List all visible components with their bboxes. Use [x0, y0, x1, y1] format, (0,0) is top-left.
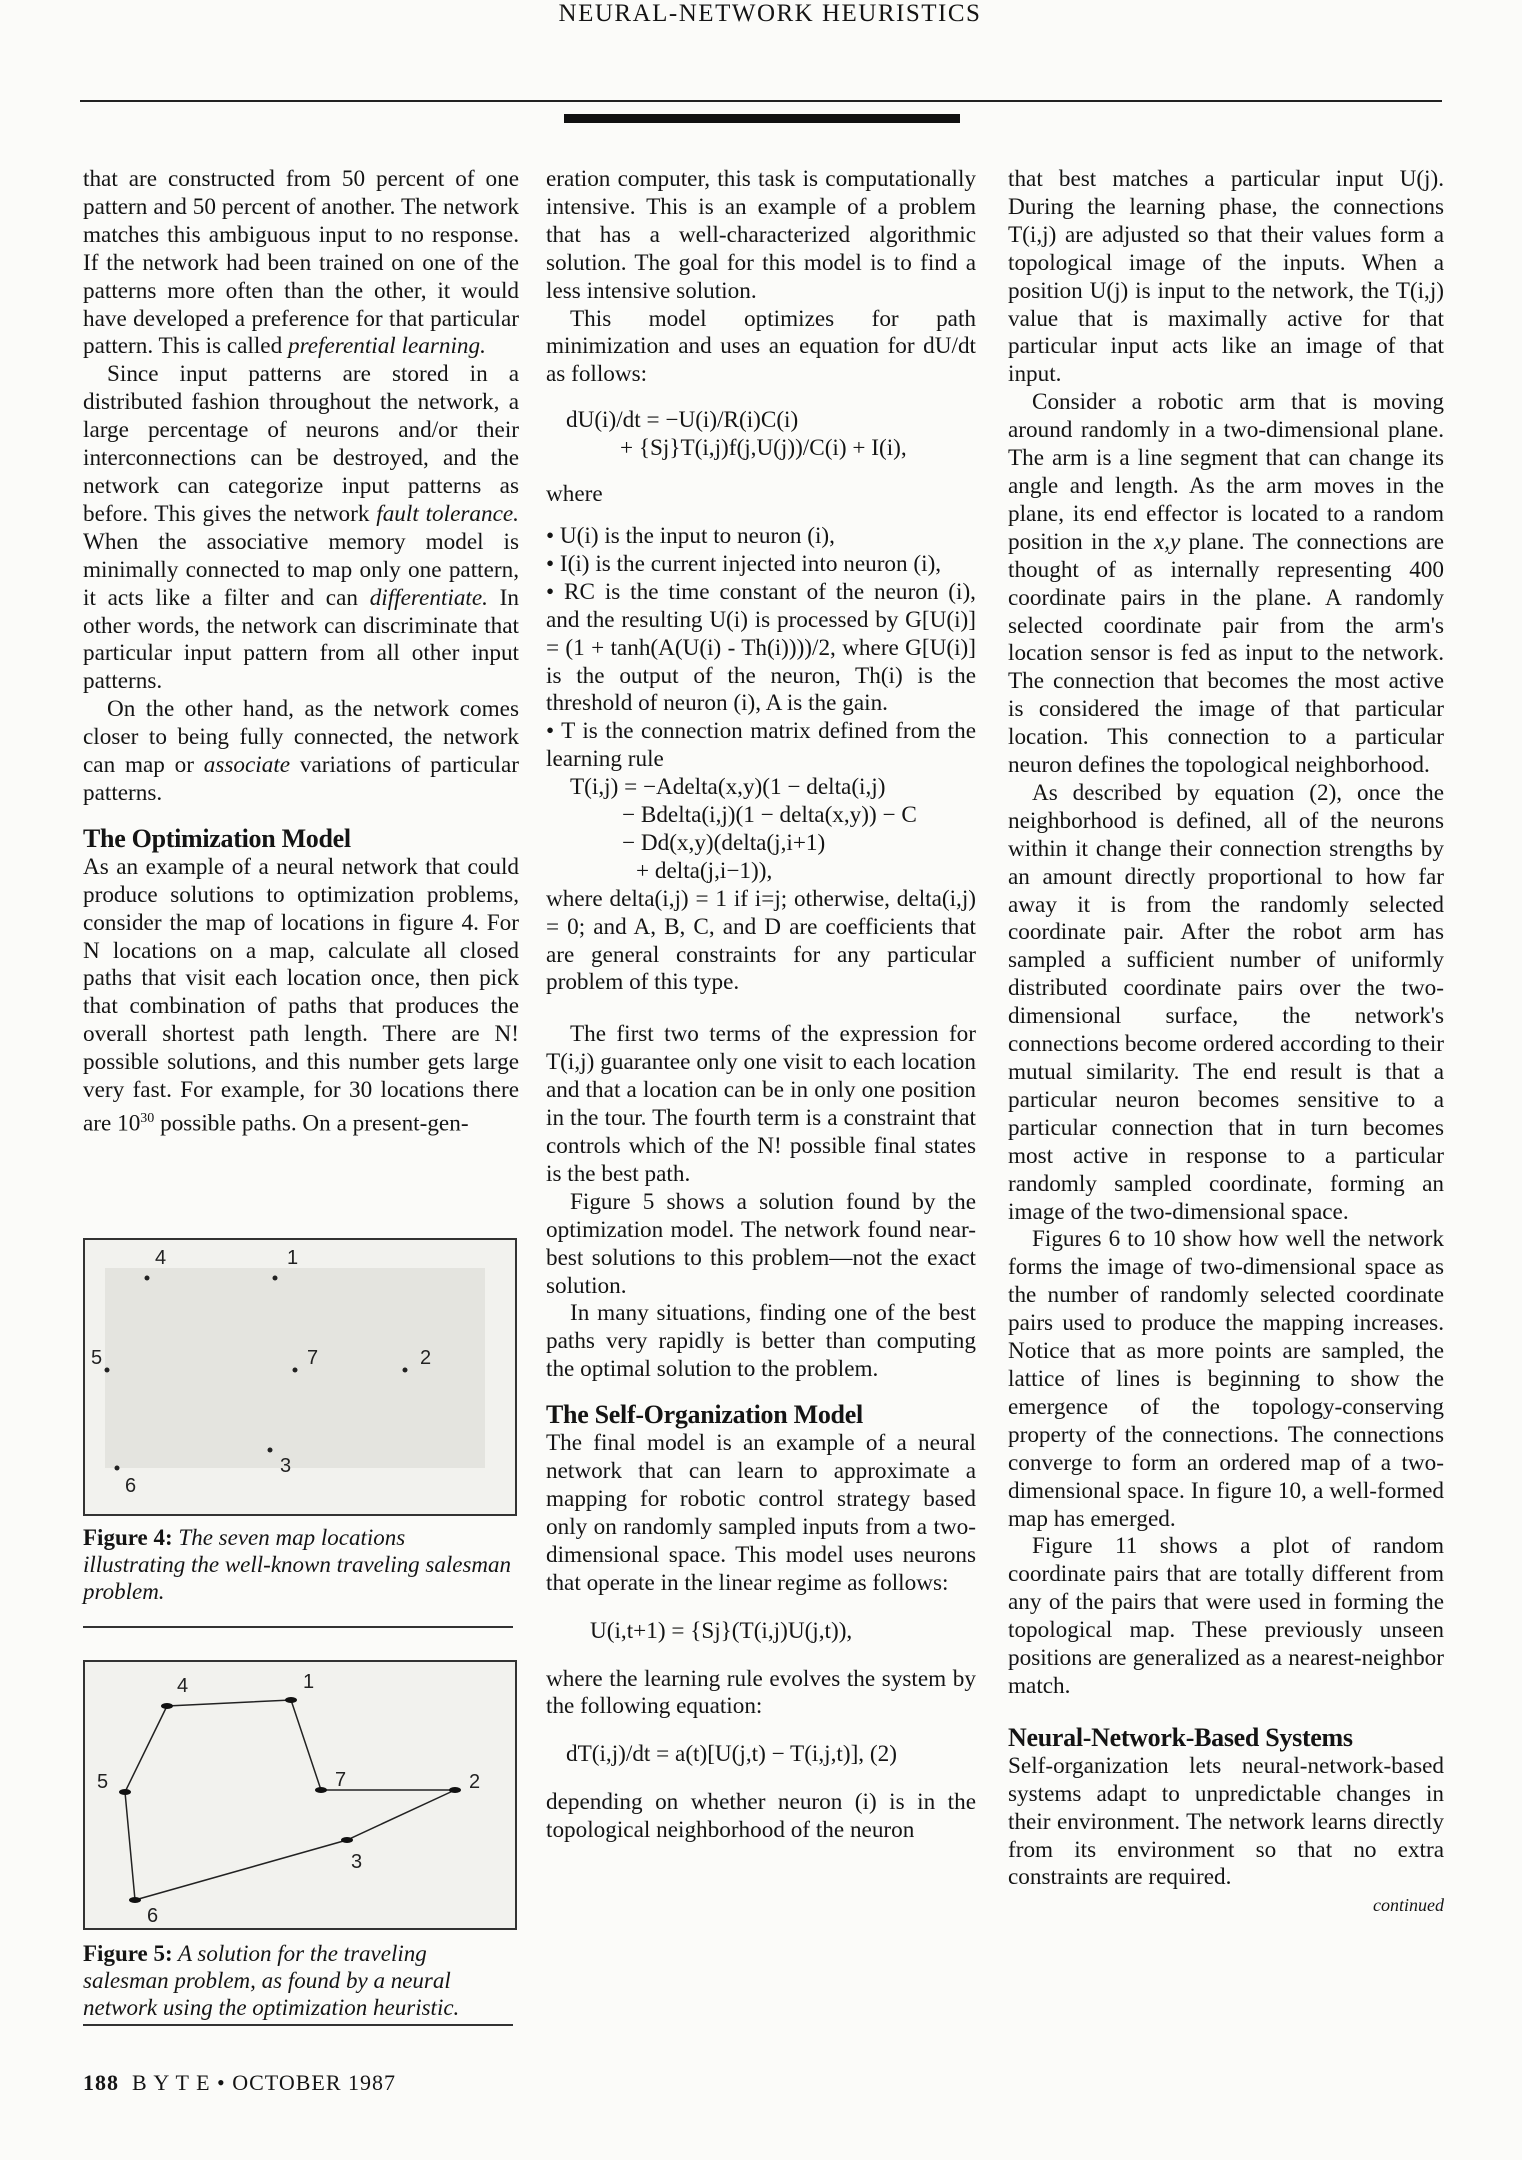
column-2	[546, 166, 976, 1845]
column-1	[83, 166, 519, 1139]
location-label-6: 6	[147, 1905, 159, 1927]
paragraph: where the learning rule evolves the system by the following equation:	[546, 1665, 976, 1720]
caption-rule	[83, 1626, 513, 1628]
equation-2c: − Dd(x,y)(delta(j,i+1)	[622, 829, 826, 856]
section-heading-neural-network-systems: Neural-Network-Based Systems	[1008, 1722, 1353, 1752]
paragraph: Self-organization lets neural-network-based systems adapt to unpredictable changes in their environment. The network learns directly from its environment so that no extra constraints are required.	[1008, 1752, 1444, 1891]
figure-4-map	[85, 1240, 515, 1514]
paragraph: depending on whether neuron (i) is in the topological neighborhood of the neuron	[546, 1789, 976, 1844]
magazine-issue: B Y T E • OCTOBER 1987	[132, 2070, 396, 2095]
location-label-7: 7	[307, 1347, 319, 1369]
paragraph: Since input patterns are stored in a distributed fashion throughout the network, a large percentage of neurons and/or their interconnections can be destroyed, and the network can categorize input patterns as before. This gives the network fault tolerance. When the associative memory model is minimally connected to map only one pattern, it acts like a filter and can differentiate. In other words, the network can discriminate that particular input pattern from all other input patterns.	[83, 361, 519, 695]
paragraph: In many situations, finding one of the best paths very rapidly is better than computing the optimal solution to the problem.	[546, 1300, 976, 1383]
figure-5-map	[85, 1662, 515, 1928]
continued-label: continued	[1373, 1895, 1444, 1916]
bullet-item: • I(i) is the current injected into neuron (i),	[546, 551, 976, 579]
figure-5-caption: Figure 5: A solution for the traveling salesman problem, as found by a neural network using the optimization heuristic.	[83, 1941, 460, 2020]
equation-2b: − Bdelta(i,j)(1 − delta(x,y)) − C	[622, 802, 917, 829]
paragraph: eration computer, this task is computationally intensive. This is an example of a problem that has a well-characterized algorithmic solution. The goal for this model is to find a less intensive solution.	[546, 166, 976, 304]
location-label-3: 3	[351, 1851, 363, 1873]
figure-5	[83, 1660, 517, 1930]
page-number: 188	[83, 2070, 119, 2095]
paragraph: On the other hand, as the network comes closer to being fully connected, the network can map or associate variations of particular patterns.	[83, 696, 519, 806]
column-3	[1008, 166, 1444, 1920]
paragraph: where delta(i,j) = 1 if i=j; otherwise, delta(i,j) = 0; and A, B, C, and D are coefficients that are general constraints for any particular problem of this type.	[546, 885, 976, 996]
location-label-5: 5	[91, 1347, 103, 1369]
bullet-item: • RC is the time constant of the neuron (i), and the resulting U(i) is processed by G[U(i)] = (1 + tanh(A(U(i) - Th(i))))/2, where G[U(i)] is the output of the neuron, Th(i) is the threshold of neuron (i), A is the gain.	[546, 579, 976, 719]
equation-1b: + {Sj}T(i,j)f(j,U(j))/C(i) + I(i),	[620, 435, 907, 462]
paragraph: The first two terms of the expression for T(i,j) guarantee only one visit to each location and that a location can be in only one position in the tour. The fourth term is a constraint that controls which of the N! possible final states is the best path.	[546, 1021, 976, 1187]
tour-path	[125, 1700, 455, 1900]
header-bar	[564, 114, 960, 123]
location-label-1: 1	[303, 1671, 315, 1693]
paragraph: The final model is an example of a neural network that can learn to approximate a mapping for robotic control strategy based only on randomly sampled inputs from a two-dimensional space. This model uses neurons that operate in the linear regime as follows:	[546, 1430, 976, 1596]
location-label-2: 2	[420, 1347, 432, 1369]
section-heading-optimization: The Optimization Model	[83, 823, 351, 853]
location-label-4: 4	[155, 1247, 167, 1269]
paragraph: Consider a robotic arm that is moving around randomly in a two-dimensional plane. The arm is a line segment that can change its angle and length. As the arm moves in the plane, its end effector is located to a random position in the x,y plane. The connections are thought of as internally representing 400 coordinate pairs in the plane. A randomly selected coordinate pair from the arm's location sensor is fed as input to the network. The connection that becomes the most active is considered the image of that particular location. This connection to a particular neuron defines the topological neighborhood.	[1008, 389, 1444, 779]
equation-3: U(i,t+1) = {Sj}(T(i,j)U(j,t)),	[590, 1617, 853, 1644]
location-label-7: 7	[335, 1769, 347, 1791]
location-label-6: 6	[125, 1475, 137, 1497]
paragraph: that are constructed from 50 percent of one pattern and 50 percent of another. The network matches this ambiguous input to no response. If the network had been trained on one of the patterns more often than the other, it would have developed a preference for that particular pattern. This is called preferential learning.	[83, 166, 519, 360]
paragraph: This model optimizes for path minimization and uses an equation for dU/dt as follows:	[546, 305, 976, 388]
caption-rule	[83, 2024, 513, 2026]
location-label-1: 1	[287, 1247, 299, 1269]
paragraph: Figure 5 shows a solution found by the optimization model. The network found near-best solutions to this problem—not the exact solution.	[546, 1188, 976, 1299]
paragraph: As an example of a neural network that could produce solutions to optimization problems, consider the map of locations in figure 4. For N locations on a map, calculate all closed paths that visit each location once, then pick that combination of paths that produces the overall shortest path length. There are N! possible solutions, and this number gets large very fast. For example, for 30 locations there are $10^{30}$ possible paths. On a present-gen-	[83, 853, 519, 1137]
page-footer	[83, 2070, 396, 2096]
location-label-4: 4	[177, 1675, 189, 1697]
equation-2a: T(i,j) = −Adelta(x,y)(1 − delta(i,j)	[570, 774, 886, 801]
paragraph: As described by equation (2), once the neighborhood is defined, all of the neurons within it change their connection strengths by an amount directly proportional to how far away it is from the randomly selected coordinate pair. After the robot arm has sampled a sufficient number of uniformly distributed coordinate pairs over the two-dimensional surface, the network's connections become ordered according to their mutual similarity. The end result is that a particular neuron becomes sensitive to a particular connection that in turn becomes most active in response to a particular randomly sampled coordinate, forming an image of the two-dimensional space.	[1008, 779, 1444, 1225]
figure-4	[83, 1238, 517, 1516]
paragraph: Figure 11 shows a plot of random coordinate pairs that are totally different from any of the pairs that were used in forming the topological map. These previously unseen positions are generalized as a nearest-neighbor match.	[1008, 1533, 1444, 1699]
location-label-3: 3	[280, 1455, 292, 1477]
bullet-item: • U(i) is the input to neuron (i),	[546, 523, 976, 551]
equation-2d: + delta(j,i−1)),	[636, 857, 773, 884]
section-heading-self-organization: The Self-Organization Model	[546, 1400, 863, 1430]
running-header: NEURAL-NETWORK HEURISTICS	[558, 0, 982, 27]
paragraph: where	[546, 481, 603, 508]
header-rule	[80, 100, 1442, 102]
figure-4-caption: Figure 4: The seven map locations illustrating the well-known traveling salesman problem.	[83, 1525, 512, 1604]
equation-1a: dU(i)/dt = −U(i)/R(i)C(i)	[566, 407, 799, 434]
bullet-item: • T is the connection matrix defined from the learning rule	[546, 718, 976, 774]
location-label-5: 5	[97, 1771, 109, 1793]
paragraph: that best matches a particular input U(j). During the learning phase, the connections T(i,j) are adjusted so that their values form a topological image of the inputs. When a position U(j) is input to the network, the T(i,j) value that is maximally active for that particular input acts like an image of that input.	[1008, 166, 1444, 388]
equation-4: dT(i,j)/dt = a(t)[U(j,t) − T(i,j,t)], (2)	[566, 1741, 897, 1768]
paragraph: Figures 6 to 10 show how well the network forms the image of two-dimensional space as the number of randomly selected coordinate pairs used to produce the mapping increases. Notice that as more points are sampled, the lattice of lines is beginning to show the emergence of the topology-conserving property of the connections. The connections converge to form an ordered map of a two-dimensional space. In figure 10, a well-formed map has emerged.	[1008, 1226, 1444, 1532]
location-label-2: 2	[469, 1771, 481, 1793]
